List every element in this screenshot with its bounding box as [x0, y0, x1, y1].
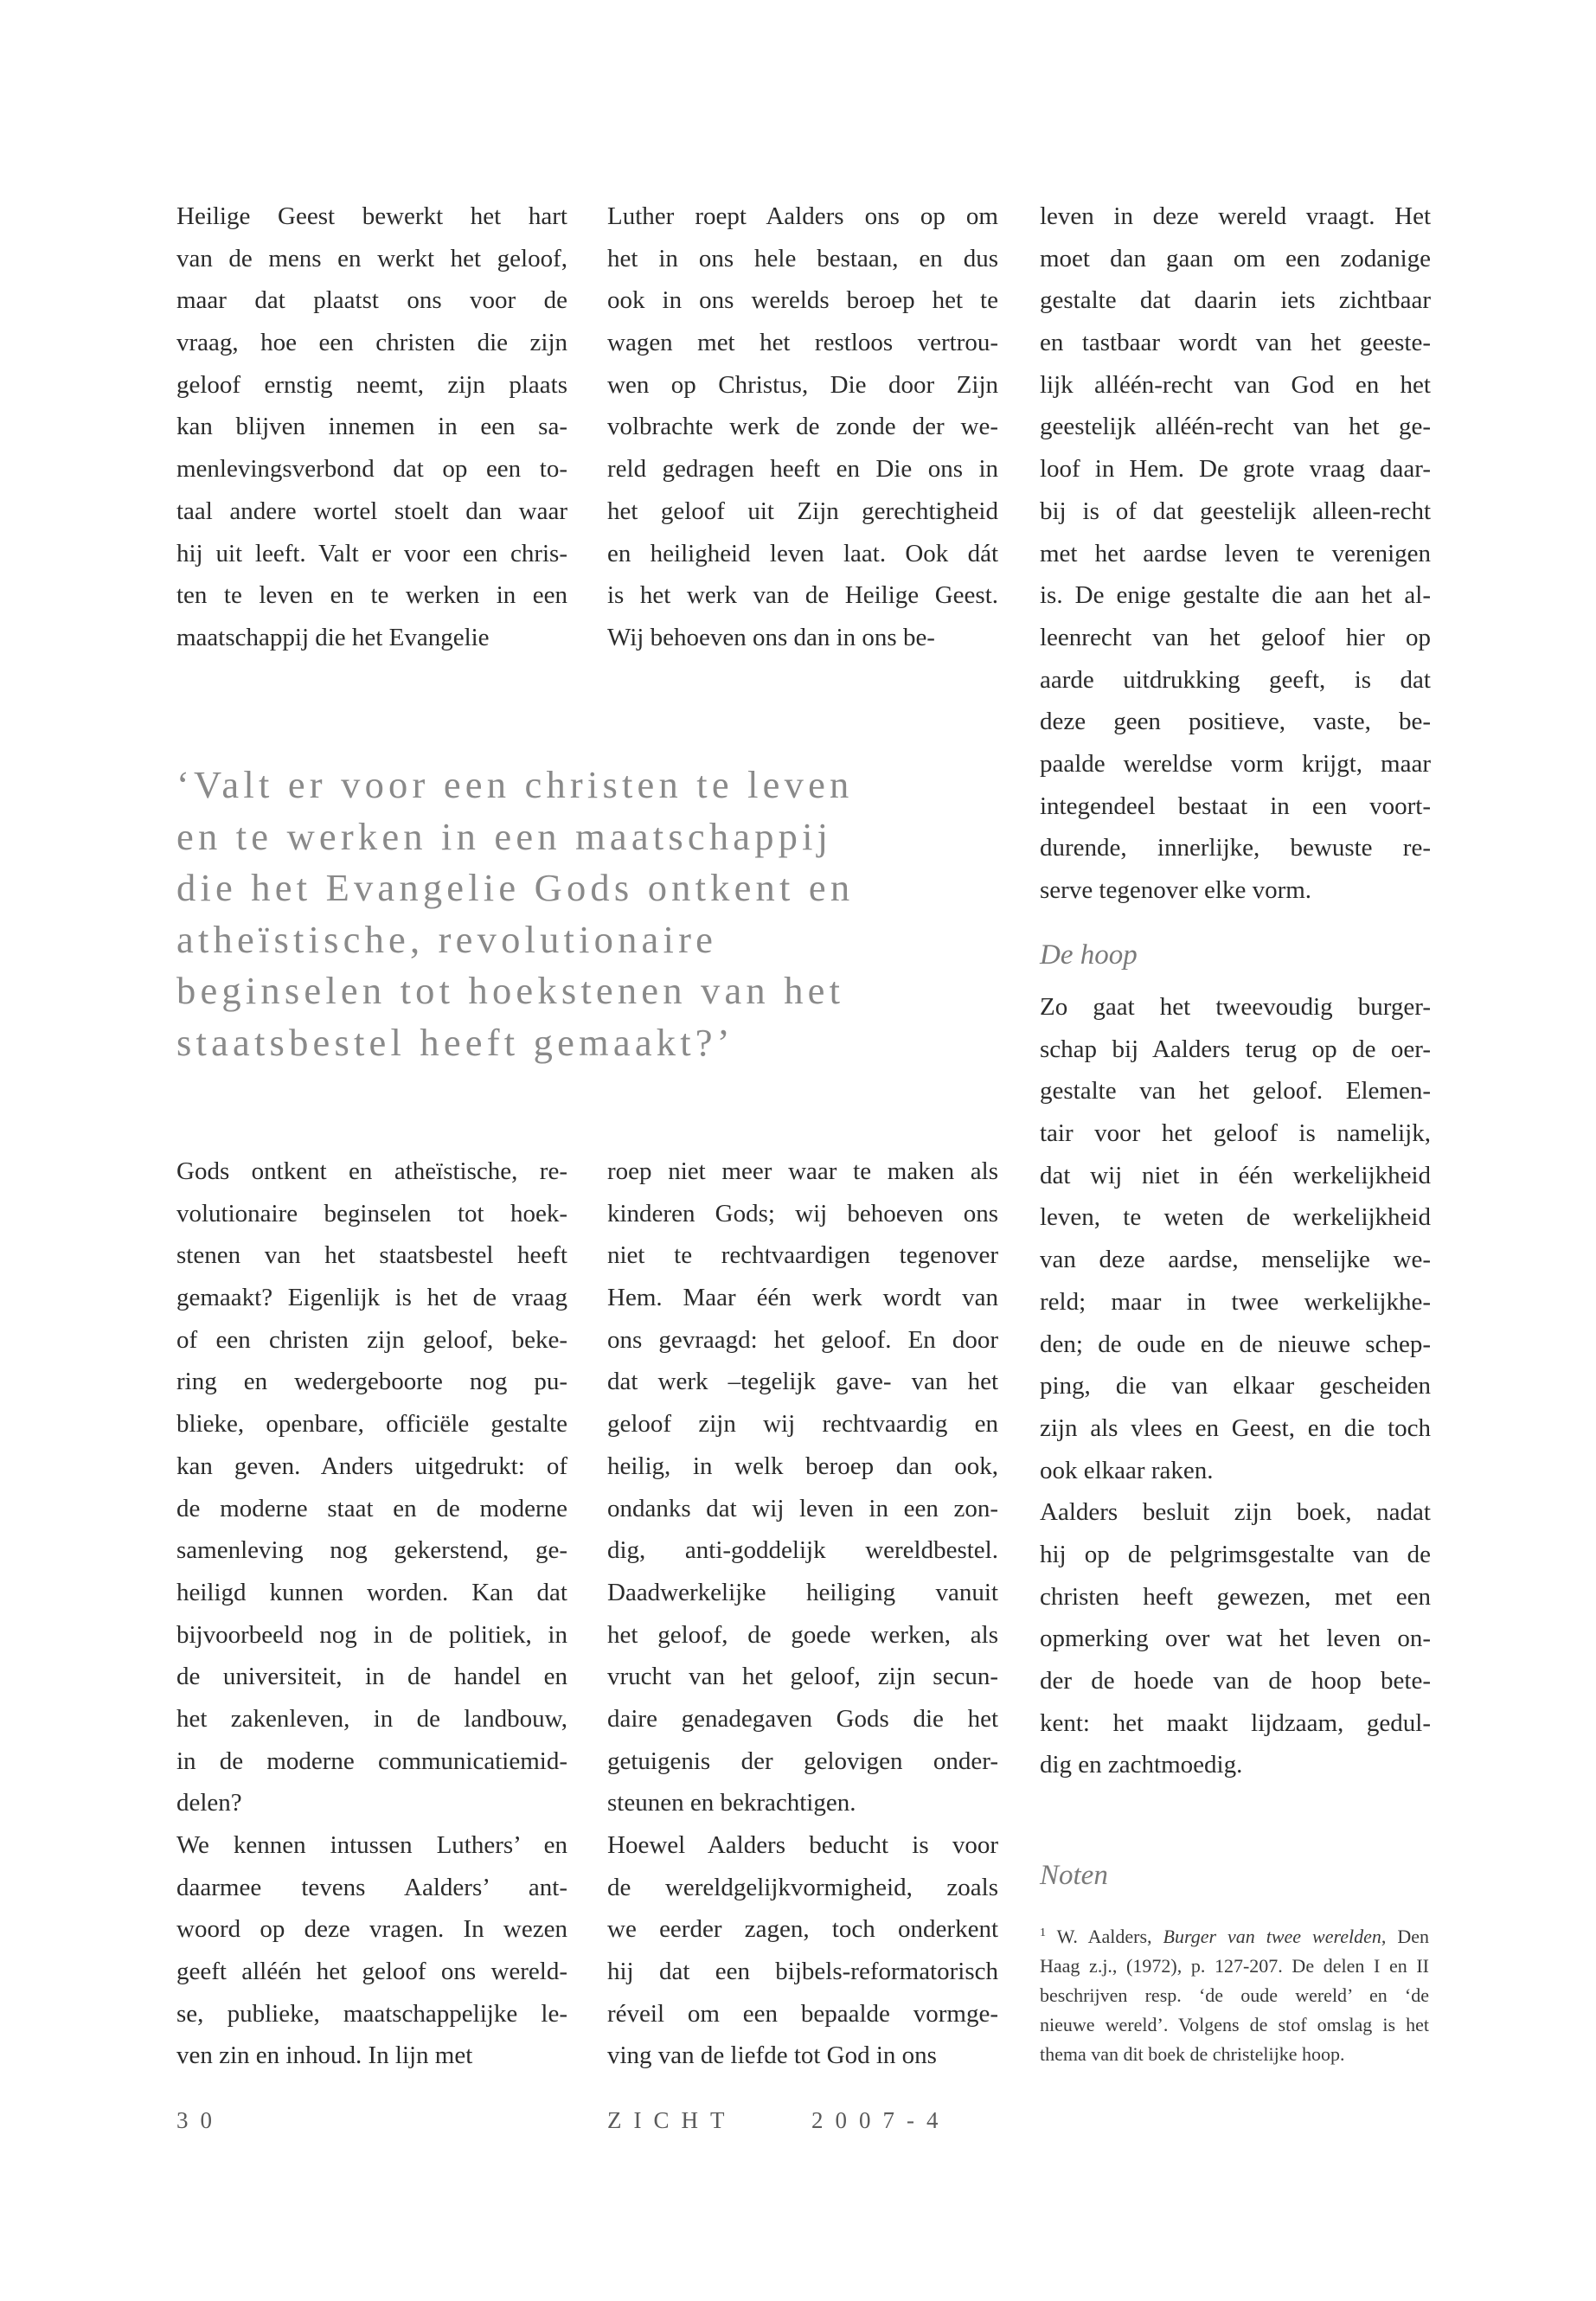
text-line: steunen en bekrachtigen.	[607, 1789, 856, 1817]
text-line: leven in deze wereld vraagt. Het	[1040, 202, 1431, 230]
text-line: durende, innerlijke, bewuste re-	[1040, 834, 1431, 862]
text-line: opmerking over wat het leven on-	[1040, 1625, 1431, 1653]
text-line: volbrachte werk de zonde der we-	[607, 413, 998, 441]
column-1-top	[176, 195, 567, 659]
text-line: en tastbaar wordt van het geeste-	[1040, 329, 1431, 357]
text-line: heiligd kunnen worden. Kan dat	[176, 1578, 567, 1606]
text-line: dig en zachtmoedig.	[1040, 1751, 1243, 1779]
column-2-top-lines	[607, 195, 998, 659]
footnote-title: Burger van twee werelden	[1163, 1926, 1381, 1947]
text-line: roep niet meer waar te maken als	[607, 1157, 998, 1185]
text-line: het in ons hele bestaan, en dus	[607, 244, 998, 272]
text-line: niet te rechtvaardigen tegenover	[607, 1241, 998, 1270]
text-line: we eerder zagen, toch onderkent	[607, 1915, 998, 1944]
text-line: Wij behoeven ons dan in ons be-	[607, 623, 935, 651]
issue-number: 2007-4	[811, 2107, 951, 2133]
text-line: geloof ernstig neemt, zijn plaats	[176, 370, 567, 399]
text-line: delen?	[176, 1789, 242, 1817]
column-1-bottom-lines	[176, 1150, 567, 2077]
text-line: Daadwerkelijke heiliging vanuit	[607, 1578, 998, 1606]
text-line: tair voor het geloof is namelijk,	[1040, 1119, 1431, 1148]
column-2-bottom	[607, 1150, 998, 2077]
text-line: kan geven. Anders uitgedrukt: of	[176, 1452, 567, 1480]
text-line: samenleving nog gekerstend, ge-	[176, 1536, 567, 1565]
text-line: menlevingsverbond dat op een to-	[176, 455, 567, 484]
text-line: bij is of dat geestelijk alleen-recht	[1040, 497, 1431, 525]
text-line: ven zin en inhoud. In lijn met	[176, 2041, 473, 2070]
pull-quote-line: staatsbestel heeft gemaakt?’	[176, 1020, 734, 1064]
text-line: bijvoorbeeld nog in de politiek, in	[176, 1620, 567, 1649]
text-line: geeft alléén het geloof ons wereld-	[176, 1958, 567, 1986]
text-line: deze geen positieve, vaste, be-	[1040, 708, 1431, 736]
text-line: of een christen zijn geloof, beke-	[176, 1325, 567, 1354]
text-line: ons gevraagd: het geloof. En door	[607, 1325, 998, 1354]
text-line: kent: het maakt lijdzaam, gedul-	[1040, 1708, 1431, 1737]
text-line: gestalte van het geloof. Elemen-	[1040, 1077, 1431, 1106]
text-line: ping, die van elkaar gescheiden	[1040, 1372, 1431, 1400]
text-line: blieke, openbare, officiële gestalte	[176, 1410, 567, 1439]
text-line: Gods ontkent en atheïstische, re-	[176, 1157, 567, 1185]
text-line: heilig, in welk beroep dan ook,	[607, 1452, 998, 1480]
text-line: dig, anti-goddelijk wereldbestel.	[607, 1536, 998, 1565]
pull-quote	[176, 760, 955, 1068]
text-line: leenrecht van het geloof hier op	[1040, 623, 1431, 651]
text-line: leven, te weten de werkelijkheid	[1040, 1203, 1431, 1232]
text-line: maar dat plaatst ons voor de	[176, 286, 567, 315]
text-line: woord op deze vragen. In wezen	[176, 1915, 567, 1944]
pull-quote-line: beginselen tot hoekstenen van het	[176, 969, 845, 1012]
text-line: hij dat een bijbels-reformatorisch	[607, 1958, 998, 1986]
page-number: 30	[176, 2107, 224, 2133]
text-line: lijk alléén-recht van God en het	[1040, 370, 1431, 399]
text-line: stenen van het staatsbestel heeft	[176, 1241, 567, 1270]
text-line: vraag, hoe een christen die zijn	[176, 329, 567, 357]
text-line: Hem. Maar één werk wordt van	[607, 1284, 998, 1312]
text-line: hij uit leeft. Valt er voor een chris-	[176, 539, 567, 567]
notes-heading: Noten	[1040, 1860, 1108, 1891]
text-line: gestalte dat daarin iets zichtbaar	[1040, 286, 1431, 315]
text-line: gemaakt? Eigenlijk is het de vraag	[176, 1284, 567, 1312]
text-line: daire genadegaven Gods die het	[607, 1704, 998, 1733]
text-line: het geloof, de goede werken, als	[607, 1620, 998, 1649]
text-line: de moderne staat en de moderne	[176, 1494, 567, 1522]
text-line: wen op Christus, Die door Zijn	[607, 370, 998, 399]
text-line: paalde wereldse vorm krijgt, maar	[1040, 749, 1431, 778]
column-1-bottom	[176, 1150, 567, 2077]
text-line: kinderen Gods; wij behoeven ons	[607, 1199, 998, 1227]
text-line: getuigenis der gelovigen onder-	[607, 1747, 998, 1775]
text-line: réveil om een bepaalde vormge-	[607, 1999, 998, 2028]
text-line: ook in ons werelds beroep het te	[607, 286, 998, 315]
column-2-top	[607, 195, 998, 659]
text-line: We kennen intussen Luthers’ en	[176, 1831, 567, 1859]
footnote-rest: , Den	[1381, 1926, 1430, 1947]
text-line: is het werk van de Heilige Geest.	[607, 581, 998, 610]
text-line: zijn als vlees en Geest, en die toch	[1040, 1413, 1431, 1442]
text-line: van deze aardse, menselijke we-	[1040, 1246, 1431, 1274]
text-line: volutionaire beginselen tot hoek-	[176, 1199, 567, 1227]
text-line: moet dan gaan om een zodanige	[1040, 244, 1431, 272]
text-line: Hoewel Aalders beducht is voor	[607, 1831, 998, 1859]
section-heading-de-hoop: De hoop	[1040, 939, 1138, 971]
magazine-title: ZICHT	[607, 2107, 737, 2133]
text-line: ring en wedergeboorte nog pu-	[176, 1368, 567, 1396]
text-line: de universiteit, in de handel en	[176, 1663, 567, 1691]
column-2-bottom-lines	[607, 1150, 998, 2077]
text-line: hij op de pelgrimsgestalte van de	[1040, 1540, 1431, 1568]
text-line: kan blijven innemen in een sa-	[176, 413, 567, 441]
text-line: daarmee tevens Aalders’ ant-	[176, 1873, 567, 1901]
text-line: reld; maar in twee werkelijkhe-	[1040, 1287, 1431, 1316]
pull-quote-line: en te werken in een maatschappij	[176, 814, 833, 858]
text-line: schap bij Aalders terug op de oer-	[1040, 1035, 1431, 1063]
column-3-hoop	[1040, 986, 1431, 1786]
column-3-hoop-lines	[1040, 986, 1431, 1786]
footnote	[1040, 1922, 1429, 2069]
text-line: der de hoede van de hoop bete-	[1040, 1667, 1431, 1695]
text-line: van de mens en werkt het geloof,	[176, 244, 567, 272]
text-line: serve tegenover elke vorm.	[1040, 876, 1312, 904]
text-line: in de moderne communicatiemid-	[176, 1747, 567, 1775]
footnote-first-line	[1040, 1922, 1429, 1952]
text-line: loof in Hem. De grote vraag daar-	[1040, 455, 1431, 484]
text-line: ook elkaar raken.	[1040, 1456, 1214, 1484]
text-line: Aalders besluit zijn boek, nadat	[1040, 1498, 1431, 1527]
text-line: dat wij niet in één werkelijkheid	[1040, 1161, 1431, 1189]
text-line: vrucht van het geloof, zijn secun-	[607, 1663, 998, 1691]
text-line: taal andere wortel stoelt dan waar	[176, 497, 567, 525]
text-line: ten te leven en te werken in een	[176, 581, 567, 610]
text-line: geestelijk alléén-recht van het ge-	[1040, 413, 1431, 441]
text-line: de wereldgelijkvormigheid, zoals	[607, 1873, 998, 1901]
text-line: integendeel bestaat in een voort-	[1040, 792, 1431, 820]
text-line: se, publieke, maatschappelijke le-	[176, 1999, 567, 2028]
pull-quote-line: ‘Valt er voor een christen te leven	[176, 763, 854, 806]
text-line: maatschappij die het Evangelie	[176, 623, 490, 651]
text-line: dat werk –tegelijk gave- van het	[607, 1368, 998, 1396]
text-line: wagen met het restloos vertrou-	[607, 329, 998, 357]
text-line: geloof zijn wij rechtvaardig en	[607, 1410, 998, 1439]
footnote-line: nieuwe wereld’. Volgens de stof omslag is het	[1040, 2014, 1429, 2035]
footnote-line: thema van dit boek de christelijke hoop.	[1040, 2043, 1345, 2065]
text-line: ving van de liefde tot God in ons	[607, 2041, 937, 2070]
text-line: aarde uitdrukking geeft, is dat	[1040, 665, 1431, 694]
text-line: Zo gaat het tweevoudig burger-	[1040, 993, 1431, 1021]
column-3-top	[1040, 195, 1431, 912]
text-line: is. De enige gestalte die aan het al-	[1040, 581, 1431, 610]
text-line: het zakenleven, in de landbouw,	[176, 1704, 567, 1733]
column-3-top-lines	[1040, 195, 1431, 912]
footnote-line: beschrijven resp. ‘de oude wereld’ en ‘de	[1040, 1984, 1429, 2006]
column-1-top-lines	[176, 195, 567, 659]
footnote-number: 1	[1040, 1926, 1046, 1939]
footnote-line: Haag z.j., (1972), p. 127-207. De delen I en II	[1040, 1955, 1429, 1977]
text-line: Heilige Geest bewerkt het hart	[176, 202, 567, 230]
pull-quote-line: die het Evangelie Gods ontkent en	[176, 866, 855, 909]
pull-quote-line: atheïstische, revolutionaire	[176, 917, 718, 961]
text-line: reld gedragen heeft en Die ons in	[607, 455, 998, 484]
text-line: den; de oude en de nieuwe schep-	[1040, 1330, 1431, 1358]
text-line: ondanks dat wij leven in een zon-	[607, 1494, 998, 1522]
text-line: en heiligheid leven laat. Ook dát	[607, 539, 998, 567]
footnote-author: W. Aalders,	[1056, 1926, 1163, 1947]
text-line: het geloof uit Zijn gerechtigheid	[607, 497, 998, 525]
text-line: met het aardse leven te verenigen	[1040, 539, 1431, 567]
text-line: Luther roept Aalders ons op om	[607, 202, 998, 230]
text-line: christen heeft gewezen, met een	[1040, 1582, 1431, 1611]
